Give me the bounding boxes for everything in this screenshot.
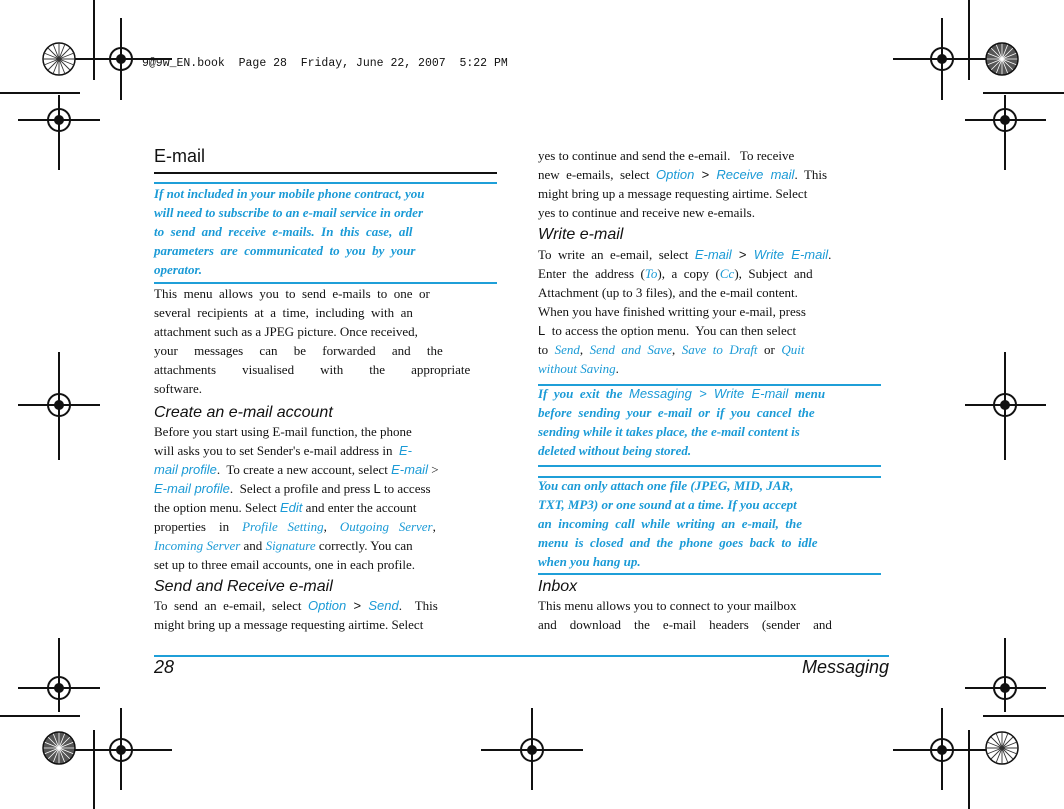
text-run: , <box>579 342 590 357</box>
note-line: to send and receive e-mails. In this case, all <box>154 224 413 239</box>
text-line: When you have finished writting your e-mail, press <box>538 304 806 319</box>
text-run: the option menu. Select <box>154 500 281 515</box>
text-line: yes to continue and receive new e-emails. <box>538 205 755 220</box>
menu-ref: Option <box>656 167 695 182</box>
field-ref: Cc <box>719 266 735 281</box>
intro-line: several recipients at a time, including with an <box>154 305 413 320</box>
text-line <box>154 460 439 479</box>
page-number: 28 <box>154 657 175 677</box>
text-line: This menu allows you to connect to your mailbox <box>538 598 797 613</box>
text-run: Enter the address ( <box>538 266 645 281</box>
text-line <box>154 596 438 615</box>
text-line: Attachment (up to 3 files), and the e-mail content. <box>538 285 798 300</box>
text-line <box>538 264 831 283</box>
menu-ref: Send <box>554 342 580 357</box>
note-line: an incoming call while writing an e-mail, the <box>538 516 803 531</box>
send-receive-heading: Send and Receive e-mail <box>154 578 333 595</box>
menu-ref: Option <box>307 598 347 613</box>
menu-ref: Receive mail <box>716 167 795 182</box>
text-run: . This <box>398 598 438 613</box>
text-line: might bring up a message requesting airtime. Select <box>154 617 424 632</box>
text-run: If you exit the <box>538 386 629 401</box>
key-glyph: L <box>538 323 546 338</box>
text-run: will asks you to set Sender's e-mail address in <box>154 443 396 458</box>
note-line <box>538 384 825 403</box>
menu-ref: Quit <box>781 342 805 357</box>
note1-bottom-rule <box>538 465 881 467</box>
text-run: , <box>432 519 436 534</box>
text-run: > <box>731 247 754 262</box>
menu-ref: mail profile <box>154 462 217 477</box>
note-line: before sending your e-mail or if you cancel the <box>538 405 815 420</box>
note-line: If not included in your mobile phone contract, you <box>154 186 425 201</box>
text-run: ), Subject and <box>734 266 813 281</box>
menu-ref: Signature <box>265 538 316 553</box>
create-account-paragraph <box>154 422 439 574</box>
chapter-title: Messaging <box>801 657 889 677</box>
text-run: To write an e-email, select <box>538 247 695 262</box>
write-email-heading: Write e-mail <box>538 226 624 243</box>
menu-ref: Send <box>368 598 399 613</box>
note-line: will need to subscribe to an e-mail service in order <box>154 205 424 220</box>
menu-ref: Profile Setting <box>242 519 324 534</box>
text-line <box>154 536 439 555</box>
create-account-heading: Create an e-mail account <box>154 404 333 421</box>
text-run: . To create a new account, select <box>216 462 392 477</box>
menu-ref: Messaging > Write E-mail <box>629 386 789 401</box>
text-run: > <box>346 598 369 613</box>
book-stamp: 9@9w_EN.book Page 28 Friday, June 22, 2007 5:22 PM <box>142 57 508 70</box>
menu-ref: Write E-mail <box>753 247 829 262</box>
menu-ref: Outgoing Server <box>339 519 433 534</box>
text-line: might bring up a message requesting airtime. Select <box>538 186 808 201</box>
text-line: yes to continue and send the e-email. To receive <box>538 148 795 163</box>
inbox-paragraph <box>538 596 832 634</box>
text-run: or <box>757 342 782 357</box>
menu-ref: without Saving <box>538 361 616 376</box>
note-line: deleted without being stored. <box>538 443 692 458</box>
attachment-note <box>538 476 818 571</box>
text-run: to <box>538 342 555 357</box>
text-run: . <box>615 361 619 376</box>
receive-paragraph <box>538 146 827 222</box>
inbox-heading: Inbox <box>538 578 578 595</box>
footer-rule <box>154 655 889 657</box>
text-line <box>538 359 831 378</box>
intro-paragraph <box>154 284 488 398</box>
note-line: TXT, MP3) or one sound at a time. If you accept <box>538 497 797 512</box>
text-run: ), a copy ( <box>657 266 720 281</box>
intro-line: your messages can be forwarded and the <box>154 343 443 358</box>
text-run: correctly. You can <box>315 538 413 553</box>
note-line: menu is closed and the phone goes back to idle <box>538 535 818 550</box>
menu-ref: E-mail profile <box>154 481 230 496</box>
text-line: Before you start using E-mail function, the phone <box>154 424 412 439</box>
intro-line: attachments visualised with the appropriate <box>154 362 471 377</box>
text-run: . Select a profile and press <box>229 481 374 496</box>
menu-ref: Send and Save <box>589 342 672 357</box>
note-line: sending while it takes place, the e-mail content is <box>538 424 800 439</box>
text-run: to access the option menu. You can then select <box>545 323 797 338</box>
text-run: . This <box>794 167 828 182</box>
text-line <box>154 498 439 517</box>
text-run: and enter the account <box>302 500 417 515</box>
text-line: and download the e-mail headers (sender and <box>538 617 832 632</box>
intro-line: attachment such as a JPEG picture. Once received, <box>154 324 418 339</box>
menu-ref: Incoming Server <box>154 538 241 553</box>
text-run: > <box>427 462 439 477</box>
menu-ref: E- <box>398 443 412 458</box>
exit-note <box>538 384 825 460</box>
menu-ref: E-mail <box>391 462 428 477</box>
text-run: properties in <box>154 519 243 534</box>
menu-ref: Edit <box>280 500 303 515</box>
text-run: > <box>694 167 717 182</box>
note-line: when you hang up. <box>538 554 641 569</box>
note2-bottom-rule <box>538 573 881 575</box>
text-run: menu <box>788 386 826 401</box>
text-run: to access <box>380 481 431 496</box>
note-line: operator. <box>154 262 203 277</box>
note-line: You can only attach one file (JPEG, MID, JAR, <box>538 478 794 493</box>
menu-ref: E-mail <box>694 247 732 262</box>
text-run: To send an e-email, select <box>154 598 308 613</box>
menu-ref: Save to Draft <box>681 342 758 357</box>
key-glyph: L <box>373 481 381 496</box>
title-rule <box>154 172 497 174</box>
text-line <box>538 321 831 340</box>
subscription-note <box>154 184 425 279</box>
text-run: and <box>240 538 266 553</box>
text-line <box>538 245 831 264</box>
text-line <box>154 441 439 460</box>
field-ref: To <box>644 266 658 281</box>
text-run: new e-emails, select <box>538 167 657 182</box>
text-run: , <box>323 519 340 534</box>
text-run: , <box>671 342 682 357</box>
intro-line: This menu allows you to send e-mails to one or <box>154 286 430 301</box>
write-email-paragraph <box>538 245 831 378</box>
intro-line: software. <box>154 381 203 396</box>
send-receive-paragraph <box>154 596 438 634</box>
text-line: set up to three email accounts, one in each profile. <box>154 557 415 572</box>
text-line <box>538 165 827 184</box>
text-line <box>538 340 831 359</box>
text-line <box>154 517 439 536</box>
section-title: E-mail <box>154 146 206 166</box>
note-line: parameters are communicated to you by your <box>154 243 416 258</box>
text-run: . <box>828 247 832 262</box>
text-line <box>154 479 439 498</box>
